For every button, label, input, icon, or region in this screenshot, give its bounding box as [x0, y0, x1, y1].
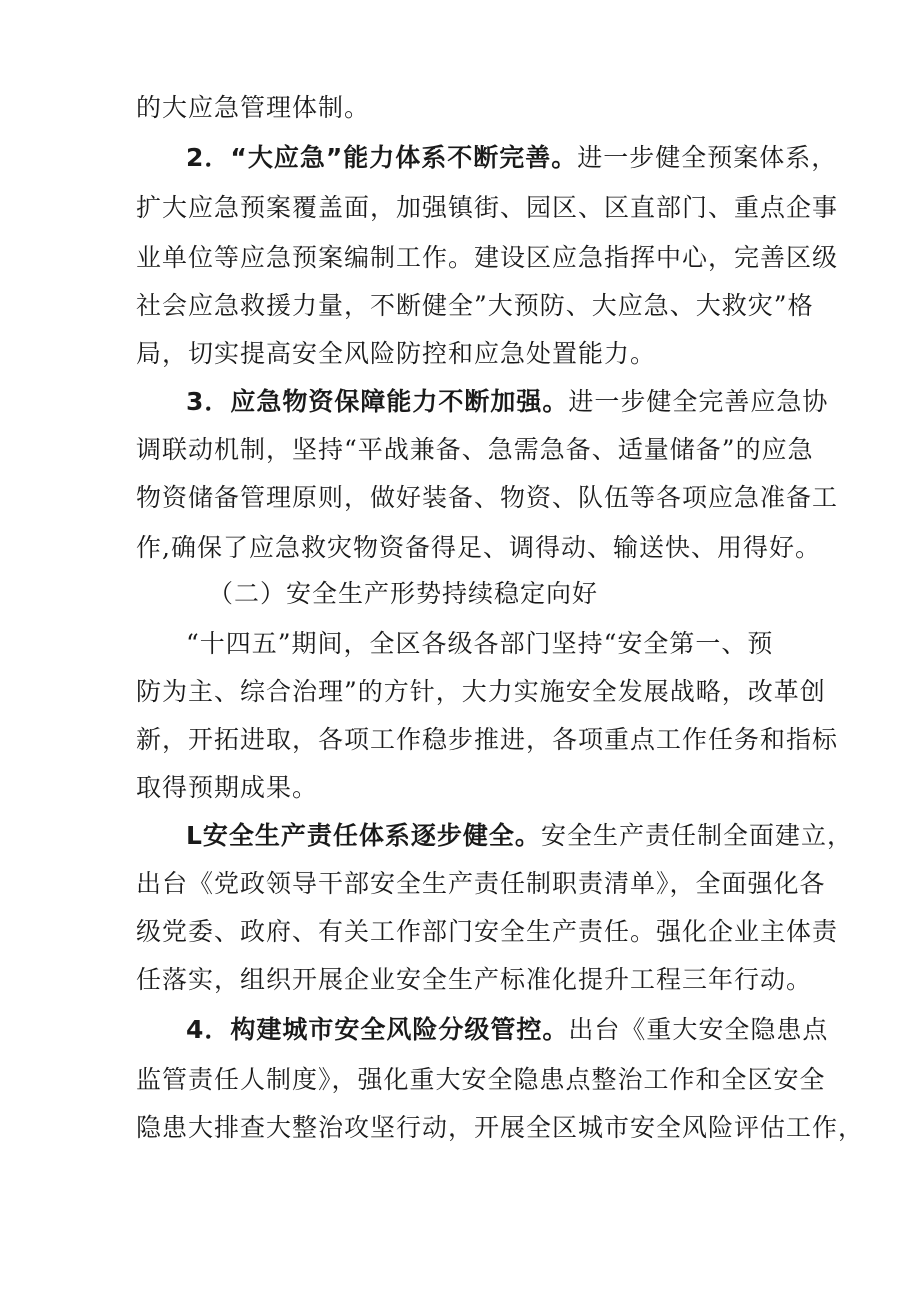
paragraph-4-line-3: 新，开拓进取，各项工作稳步推进，各项重点工作任务和指标	[136, 725, 839, 754]
paragraph-5-line-1: L安全生产责任体系逐步健全。安全生产责任制全面建立，	[186, 821, 853, 850]
paragraph-3-line-3: 物资储备管理原则，做好装备、物资、队伍等各项应急准备工	[136, 483, 839, 512]
paragraph-2-line-2: 扩大应急预案覆盖面，加强镇街、园区、区直部门、重点企事	[136, 193, 839, 222]
paragraph-6-line-1: 4．构建城市安全风险分级管控。出台《重大安全隐患点	[186, 1015, 829, 1044]
paragraph-4-line-4: 取得预期成果。	[136, 773, 319, 802]
paragraph-5-line-3: 级党委、政府、有关工作部门安全生产责任。强化企业主体责	[136, 917, 839, 946]
heading-l: L安全生产责任体系逐步健全。	[186, 821, 541, 850]
paragraph-3-line-4: 作,确保了应急救灾物资备得足、调得动、输送快、用得好。	[136, 533, 821, 562]
section-heading: （二）安全生产形势持续稳定向好	[208, 579, 599, 608]
paragraph-4-line-2: 防为主、综合治理”的方针，大力实施安全发展战略，改革创	[136, 677, 826, 706]
paragraph-5-line-2: 出台《党政领导干部安全生产责任制职责清单》，全面强化各	[136, 869, 826, 898]
heading-3: 3．应急物资保障能力不断加强。	[186, 387, 569, 416]
paragraph-2-line-4: 社会应急救援力量，不断健全”大预防、大应急、大救灾”格	[136, 291, 814, 320]
paragraph-1-line-1: 的大应急管理体制。	[136, 93, 371, 122]
paragraph-6-line-3: 隐患大排查大整治攻坚行动，开展全区城市安全风险评估工作，	[136, 1113, 865, 1142]
paragraph-5-line-4: 任落实，组织开展企业安全生产标准化提升工程三年行动。	[136, 965, 813, 994]
paragraph-2-line-1: 2．“大应急”能力体系不断完善。进一步健全预案体系，	[186, 143, 838, 172]
paragraph-6-line-2: 监管责任人制度》，强化重大安全隐患点整治工作和全区安全	[136, 1065, 826, 1094]
paragraph-4-line-1: “十四五”期间，全区各级各部门坚持“安全第一、预	[186, 629, 774, 658]
paragraph-2-line-5: 局，切实提高安全风险防控和应急处置能力。	[136, 339, 657, 368]
paragraph-3-line-2: 调联动机制，坚持“平战兼备、急需急备、适量储备”的应急	[136, 435, 814, 464]
paragraph-3-line-1: 3．应急物资保障能力不断加强。进一步健全完善应急协	[186, 387, 829, 416]
paragraph-2-line-3: 业单位等应急预案编制工作。建设区应急指挥中心，完善区级	[136, 243, 839, 272]
heading-2: 2．“大应急”能力体系不断完善。	[186, 143, 578, 172]
heading-4: 4．构建城市安全风险分级管控。	[186, 1015, 569, 1044]
